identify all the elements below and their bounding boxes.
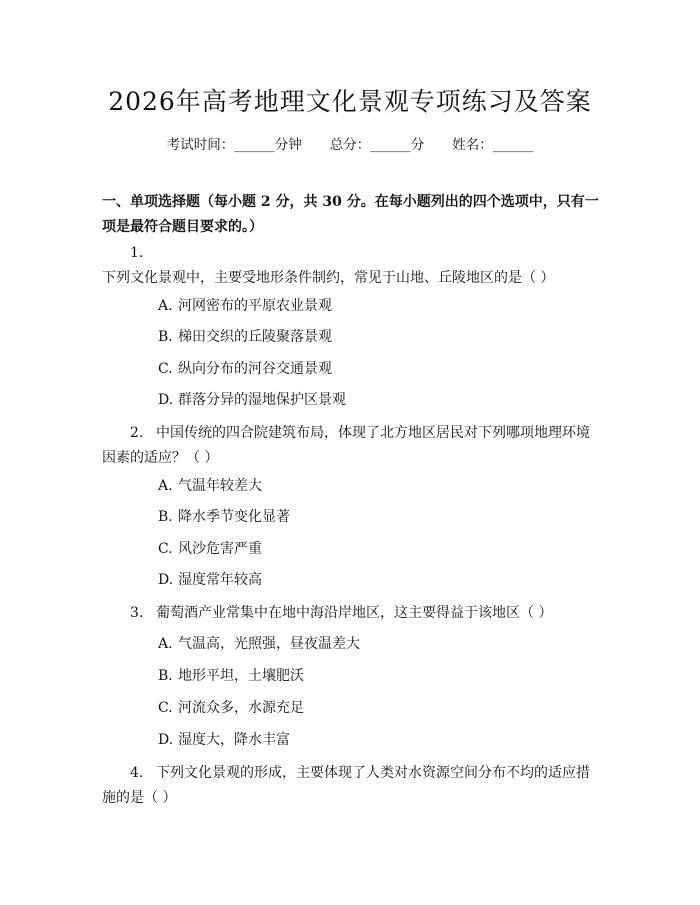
question-number: 4. bbox=[130, 765, 144, 781]
question-stem: 中国传统的四合院建筑布局，体现了北方地区居民对下列哪项地理环境因素的适应？（ ） bbox=[102, 425, 590, 466]
option-text: 降水季节变化显著 bbox=[178, 509, 290, 525]
section-heading: 一、单项选择题（每小题 2 分，共 30 分。在每小题列出的四个选项中，只有一项是最符合题目要求的。） bbox=[102, 194, 599, 235]
option-text: 梯田交织的丘陵聚落景观 bbox=[178, 329, 332, 345]
question-3-option-d bbox=[158, 730, 290, 750]
option-letter: C. bbox=[158, 361, 173, 377]
question-number: 2. bbox=[130, 425, 144, 441]
question-stem: 下列文化景观中，主要受地形条件制约，常见于山地、丘陵地区的是（ ） bbox=[102, 270, 555, 286]
option-text: 地形平坦，土壤肥沃 bbox=[178, 668, 304, 684]
question-1-option-a bbox=[158, 296, 332, 316]
option-text: 河流众多，水源充足 bbox=[178, 700, 304, 716]
option-letter: A. bbox=[158, 478, 173, 494]
student-name-field: 姓名：______ bbox=[452, 137, 534, 153]
option-text: 湿度大，降水丰富 bbox=[178, 732, 290, 748]
page-title: 2026年高考地理文化景观专项练习及答案 bbox=[108, 87, 592, 116]
question-2 bbox=[102, 421, 602, 471]
question-3-option-a bbox=[158, 634, 360, 654]
question-2-option-a bbox=[158, 476, 262, 496]
question-1-option-d bbox=[158, 390, 346, 410]
question-2-option-d bbox=[158, 570, 262, 590]
question-3-option-c bbox=[158, 698, 304, 718]
question-2-option-c bbox=[158, 539, 262, 559]
exam-time-field: 考试时间：______分钟 bbox=[166, 137, 302, 153]
option-letter: B. bbox=[158, 509, 173, 525]
option-text: 湿度常年较高 bbox=[178, 572, 262, 588]
question-4 bbox=[102, 761, 602, 811]
question-3-option-b bbox=[158, 666, 304, 686]
option-text: 纵向分布的河谷交通景观 bbox=[178, 361, 332, 377]
total-score-field: 总分：______分 bbox=[329, 137, 425, 153]
option-text: 河网密布的平原农业景观 bbox=[178, 298, 332, 314]
question-1 bbox=[102, 241, 602, 291]
option-letter: B. bbox=[158, 329, 173, 345]
option-letter: C. bbox=[158, 541, 173, 557]
option-letter: D. bbox=[158, 392, 174, 408]
option-letter: D. bbox=[158, 732, 174, 748]
question-2-option-b bbox=[158, 507, 290, 527]
option-letter: C. bbox=[158, 700, 173, 716]
question-number: 1. bbox=[130, 245, 144, 261]
option-letter: D. bbox=[158, 572, 174, 588]
question-1-option-b bbox=[158, 327, 332, 347]
option-text: 群落分异的湿地保护区景观 bbox=[178, 392, 346, 408]
option-letter: A. bbox=[158, 298, 173, 314]
question-stem: 葡萄酒产业常集中在地中海沿岸地区，这主要得益于该地区（ ） bbox=[156, 605, 553, 621]
question-1-option-c bbox=[158, 359, 332, 379]
question-number: 3. bbox=[130, 605, 144, 621]
exam-meta-line bbox=[0, 133, 700, 153]
option-letter: B. bbox=[158, 668, 173, 684]
question-3 bbox=[102, 601, 602, 626]
option-text: 气温高，光照强，昼夜温差大 bbox=[178, 636, 360, 652]
option-text: 风沙危害严重 bbox=[178, 541, 262, 557]
option-text: 气温年较差大 bbox=[178, 478, 262, 494]
option-letter: A. bbox=[158, 636, 173, 652]
question-stem: 下列文化景观的形成，主要体现了人类对水资源空间分布不均的适应措施的是（ ） bbox=[102, 765, 590, 806]
